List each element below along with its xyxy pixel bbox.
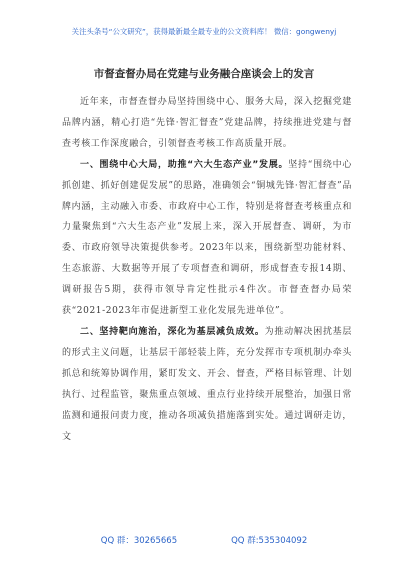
- document-title: 市督查督办局在党建与业务融合座谈会上的发言: [93, 68, 315, 80]
- document-body: [62, 92, 352, 447]
- section-2-paragraph: [62, 322, 352, 447]
- section-2-heading: 二、坚持靶向施治，深化为基层减负成效。: [80, 326, 265, 337]
- section-2-body: 为推动解决困扰基层的形式主义问题，让基层干部轻装上阵，充分发挥市专项机制办牵头抓总和统筹协调作用，紧盯发文、开会、督查，严格目标管理、计划执行、过程监管，聚焦重点领域、重点行业持续开展整治，加强日常监测和通报问责力度，推动各项减负措施落到实处。通过调研走访，文: [62, 326, 353, 442]
- section-1-paragraph: [62, 155, 352, 322]
- section-1-heading: 一、围绕中心大局，助推“六大生态产业”发展。: [80, 159, 289, 170]
- qq-group-1: QQ 群：30265665: [100, 536, 178, 546]
- qq-group-2: QQ 群:535304092: [231, 536, 308, 546]
- qq-footer: [0, 534, 408, 546]
- promo-text: 关注头条号“公文研究”，获得最新最全最专业的公文资料库！ 微信：gongwenyj: [71, 27, 337, 36]
- section-1-body: 坚持“围绕中心抓创建、抓好创建促发展”的思路，准确领会“铜城先锋·智汇督查”品牌内涵，主动融入市委、市政府中心工作，特别是将督查考核重点和力量聚焦到“六大生态产业”发展上来，深入开展督查、调研，为市委、市政府领导决策提供参考。2023年以来，围绕新型功能材料、生态旅游、大数据等开展了专项督查和调研，形成督查专报14期、调研报告5期，获得市领导肯定性批示4件次。市督查督办局荣获“2021-2023年市促进新型工业化发展先进单位”。: [62, 159, 352, 317]
- promo-header: [0, 0, 408, 56]
- intro-paragraph: 近年来，市督查督办局坚持围绕中心、服务大局，深入挖掘党建品牌内涵，精心打造“先锋·智汇督查”党建品牌，持续推进党建与督查考核工作深度融合，引领督查考核工作高质量开展。: [62, 97, 352, 149]
